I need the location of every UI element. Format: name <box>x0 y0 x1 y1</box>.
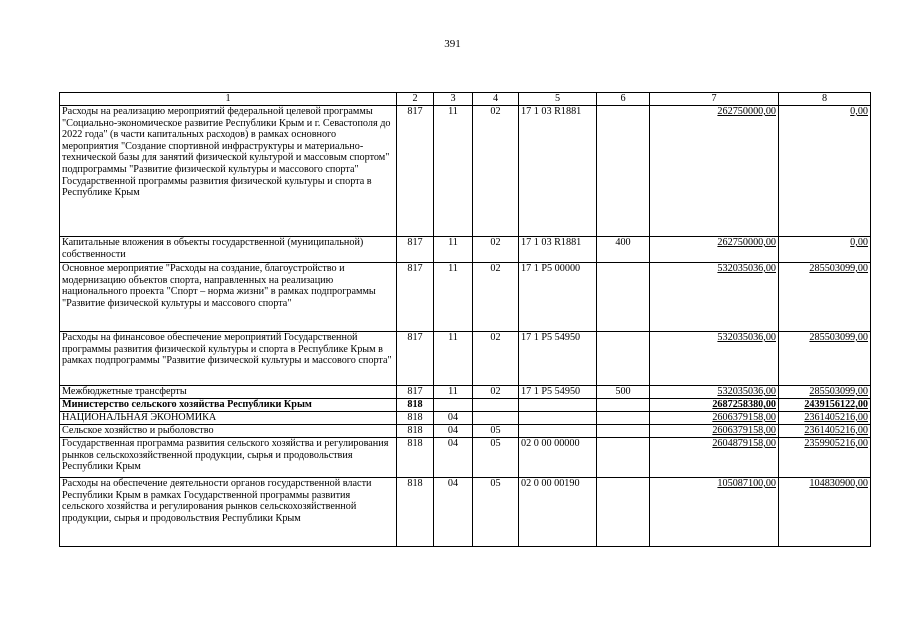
row-csr: 02 0 00 00190 <box>519 478 597 547</box>
header-cell-4: 4 <box>473 93 519 106</box>
row-gr: 817 <box>397 332 434 386</box>
table-row <box>60 237 871 263</box>
row-gr: 818 <box>397 425 434 438</box>
header-cell-6: 6 <box>597 93 650 106</box>
row-name: Расходы на обеспечение деятельности органов государственной власти Республики Крым в рамках Государственной программы развития сельского хозяйства и регулирования рынков сельскохозяйственной продукции, сырья и продовольствия Республики Крым <box>60 478 397 547</box>
row-name: Сельское хозяйство и рыболовство <box>60 425 397 438</box>
table-row <box>60 332 871 386</box>
row-gr: 818 <box>397 399 434 412</box>
row-vr <box>597 106 650 237</box>
budget-table <box>59 92 871 547</box>
row-name: Межбюджетные трансферты <box>60 386 397 399</box>
table-row <box>60 399 871 412</box>
row-name: НАЦИОНАЛЬНАЯ ЭКОНОМИКА <box>60 412 397 425</box>
row-name: Капитальные вложения в объекты государственной (муниципальной) собственности <box>60 237 397 263</box>
header-row <box>60 93 871 106</box>
row-vr <box>597 438 650 478</box>
row-name: Расходы на реализацию мероприятий федеральной целевой программы "Социально-экономическое развитие Республики Крым и г. Севастополя до 2022 года" (в части капитальных расходов) в рамках основного мероприятия "Создание спортивной инфраструктуры и материально-технической базы для занятий физической культурой и массовым спортом" подпрограммы "Развитие физической культуры и массового спорта" Государственной программы развития физической культуры и спорта в Республике Крым <box>60 106 397 237</box>
row-pr: 05 <box>473 425 519 438</box>
row-vr <box>597 478 650 547</box>
row-vr <box>597 412 650 425</box>
header-cell-5: 5 <box>519 93 597 106</box>
row-csr <box>519 425 597 438</box>
table-row <box>60 438 871 478</box>
row-vr <box>597 332 650 386</box>
row-sum2: 0,00 <box>779 106 871 237</box>
row-sum1: 2606379158,00 <box>650 425 779 438</box>
row-csr: 17 1 03 R1881 <box>519 237 597 263</box>
row-sum2: 285503099,00 <box>779 386 871 399</box>
row-gr: 818 <box>397 438 434 478</box>
row-pr: 05 <box>473 438 519 478</box>
row-rz: 04 <box>434 478 473 547</box>
table-row <box>60 478 871 547</box>
row-rz: 04 <box>434 425 473 438</box>
row-pr: 02 <box>473 106 519 237</box>
row-gr: 818 <box>397 412 434 425</box>
row-vr <box>597 425 650 438</box>
row-gr: 817 <box>397 106 434 237</box>
row-sum2: 2439156122,00 <box>779 399 871 412</box>
row-rz: 11 <box>434 106 473 237</box>
row-name: Государственная программа развития сельского хозяйства и регулирования рынков сельскохозяйственной продукции, сырья и продовольствия Республики Крым <box>60 438 397 478</box>
row-sum1: 105087100,00 <box>650 478 779 547</box>
row-vr <box>597 399 650 412</box>
table-row <box>60 106 871 237</box>
table-row <box>60 425 871 438</box>
row-csr: 17 1 P5 54950 <box>519 332 597 386</box>
table-row <box>60 263 871 332</box>
row-rz: 04 <box>434 412 473 425</box>
row-sum2: 2361405216,00 <box>779 425 871 438</box>
row-pr: 02 <box>473 332 519 386</box>
page-number: 391 <box>444 38 461 50</box>
row-pr: 02 <box>473 386 519 399</box>
row-name: Основное мероприятие "Расходы на создание, благоустройство и модернизацию объектов спорта, направленных на реализацию национального проекта "Спорт – норма жизни" в рамках подпрограммы "Развитие физической культуры и массового спорта" <box>60 263 397 332</box>
row-csr: 17 1 P5 54950 <box>519 386 597 399</box>
row-rz: 11 <box>434 237 473 263</box>
row-csr <box>519 412 597 425</box>
row-csr: 17 1 P5 00000 <box>519 263 597 332</box>
row-vr <box>597 263 650 332</box>
row-sum2: 2361405216,00 <box>779 412 871 425</box>
table-row <box>60 412 871 425</box>
row-sum1: 262750000,00 <box>650 237 779 263</box>
row-rz: 11 <box>434 332 473 386</box>
row-pr <box>473 412 519 425</box>
row-sum2: 104830900,00 <box>779 478 871 547</box>
row-sum2: 0,00 <box>779 237 871 263</box>
row-pr: 02 <box>473 263 519 332</box>
row-vr: 500 <box>597 386 650 399</box>
row-sum2: 285503099,00 <box>779 263 871 332</box>
row-sum1: 2687258380,00 <box>650 399 779 412</box>
row-sum2: 2359905216,00 <box>779 438 871 478</box>
row-sum1: 2606379158,00 <box>650 412 779 425</box>
row-name: Министерство сельского хозяйства Республики Крым <box>60 399 397 412</box>
header-cell-8: 8 <box>779 93 871 106</box>
row-gr: 817 <box>397 237 434 263</box>
row-rz: 11 <box>434 263 473 332</box>
row-gr: 817 <box>397 263 434 332</box>
header-cell-7: 7 <box>650 93 779 106</box>
header-cell-1: 1 <box>60 93 397 106</box>
row-pr: 05 <box>473 478 519 547</box>
row-sum1: 532035036,00 <box>650 386 779 399</box>
row-pr: 02 <box>473 237 519 263</box>
row-gr: 818 <box>397 478 434 547</box>
row-sum1: 262750000,00 <box>650 106 779 237</box>
row-rz <box>434 399 473 412</box>
row-rz: 04 <box>434 438 473 478</box>
row-csr: 17 1 03 R1881 <box>519 106 597 237</box>
row-sum1: 532035036,00 <box>650 332 779 386</box>
row-sum1: 2604879158,00 <box>650 438 779 478</box>
row-pr <box>473 399 519 412</box>
row-name: Расходы на финансовое обеспечение мероприятий Государственной программы развития физической культуры и спорта в Республике Крым в рамках подпрограммы "Развитие физической культуры и массового спорта" <box>60 332 397 386</box>
row-sum2: 285503099,00 <box>779 332 871 386</box>
row-csr <box>519 399 597 412</box>
row-sum1: 532035036,00 <box>650 263 779 332</box>
row-csr: 02 0 00 00000 <box>519 438 597 478</box>
row-vr: 400 <box>597 237 650 263</box>
header-cell-3: 3 <box>434 93 473 106</box>
table-row <box>60 386 871 399</box>
header-cell-2: 2 <box>397 93 434 106</box>
row-rz: 11 <box>434 386 473 399</box>
row-gr: 817 <box>397 386 434 399</box>
